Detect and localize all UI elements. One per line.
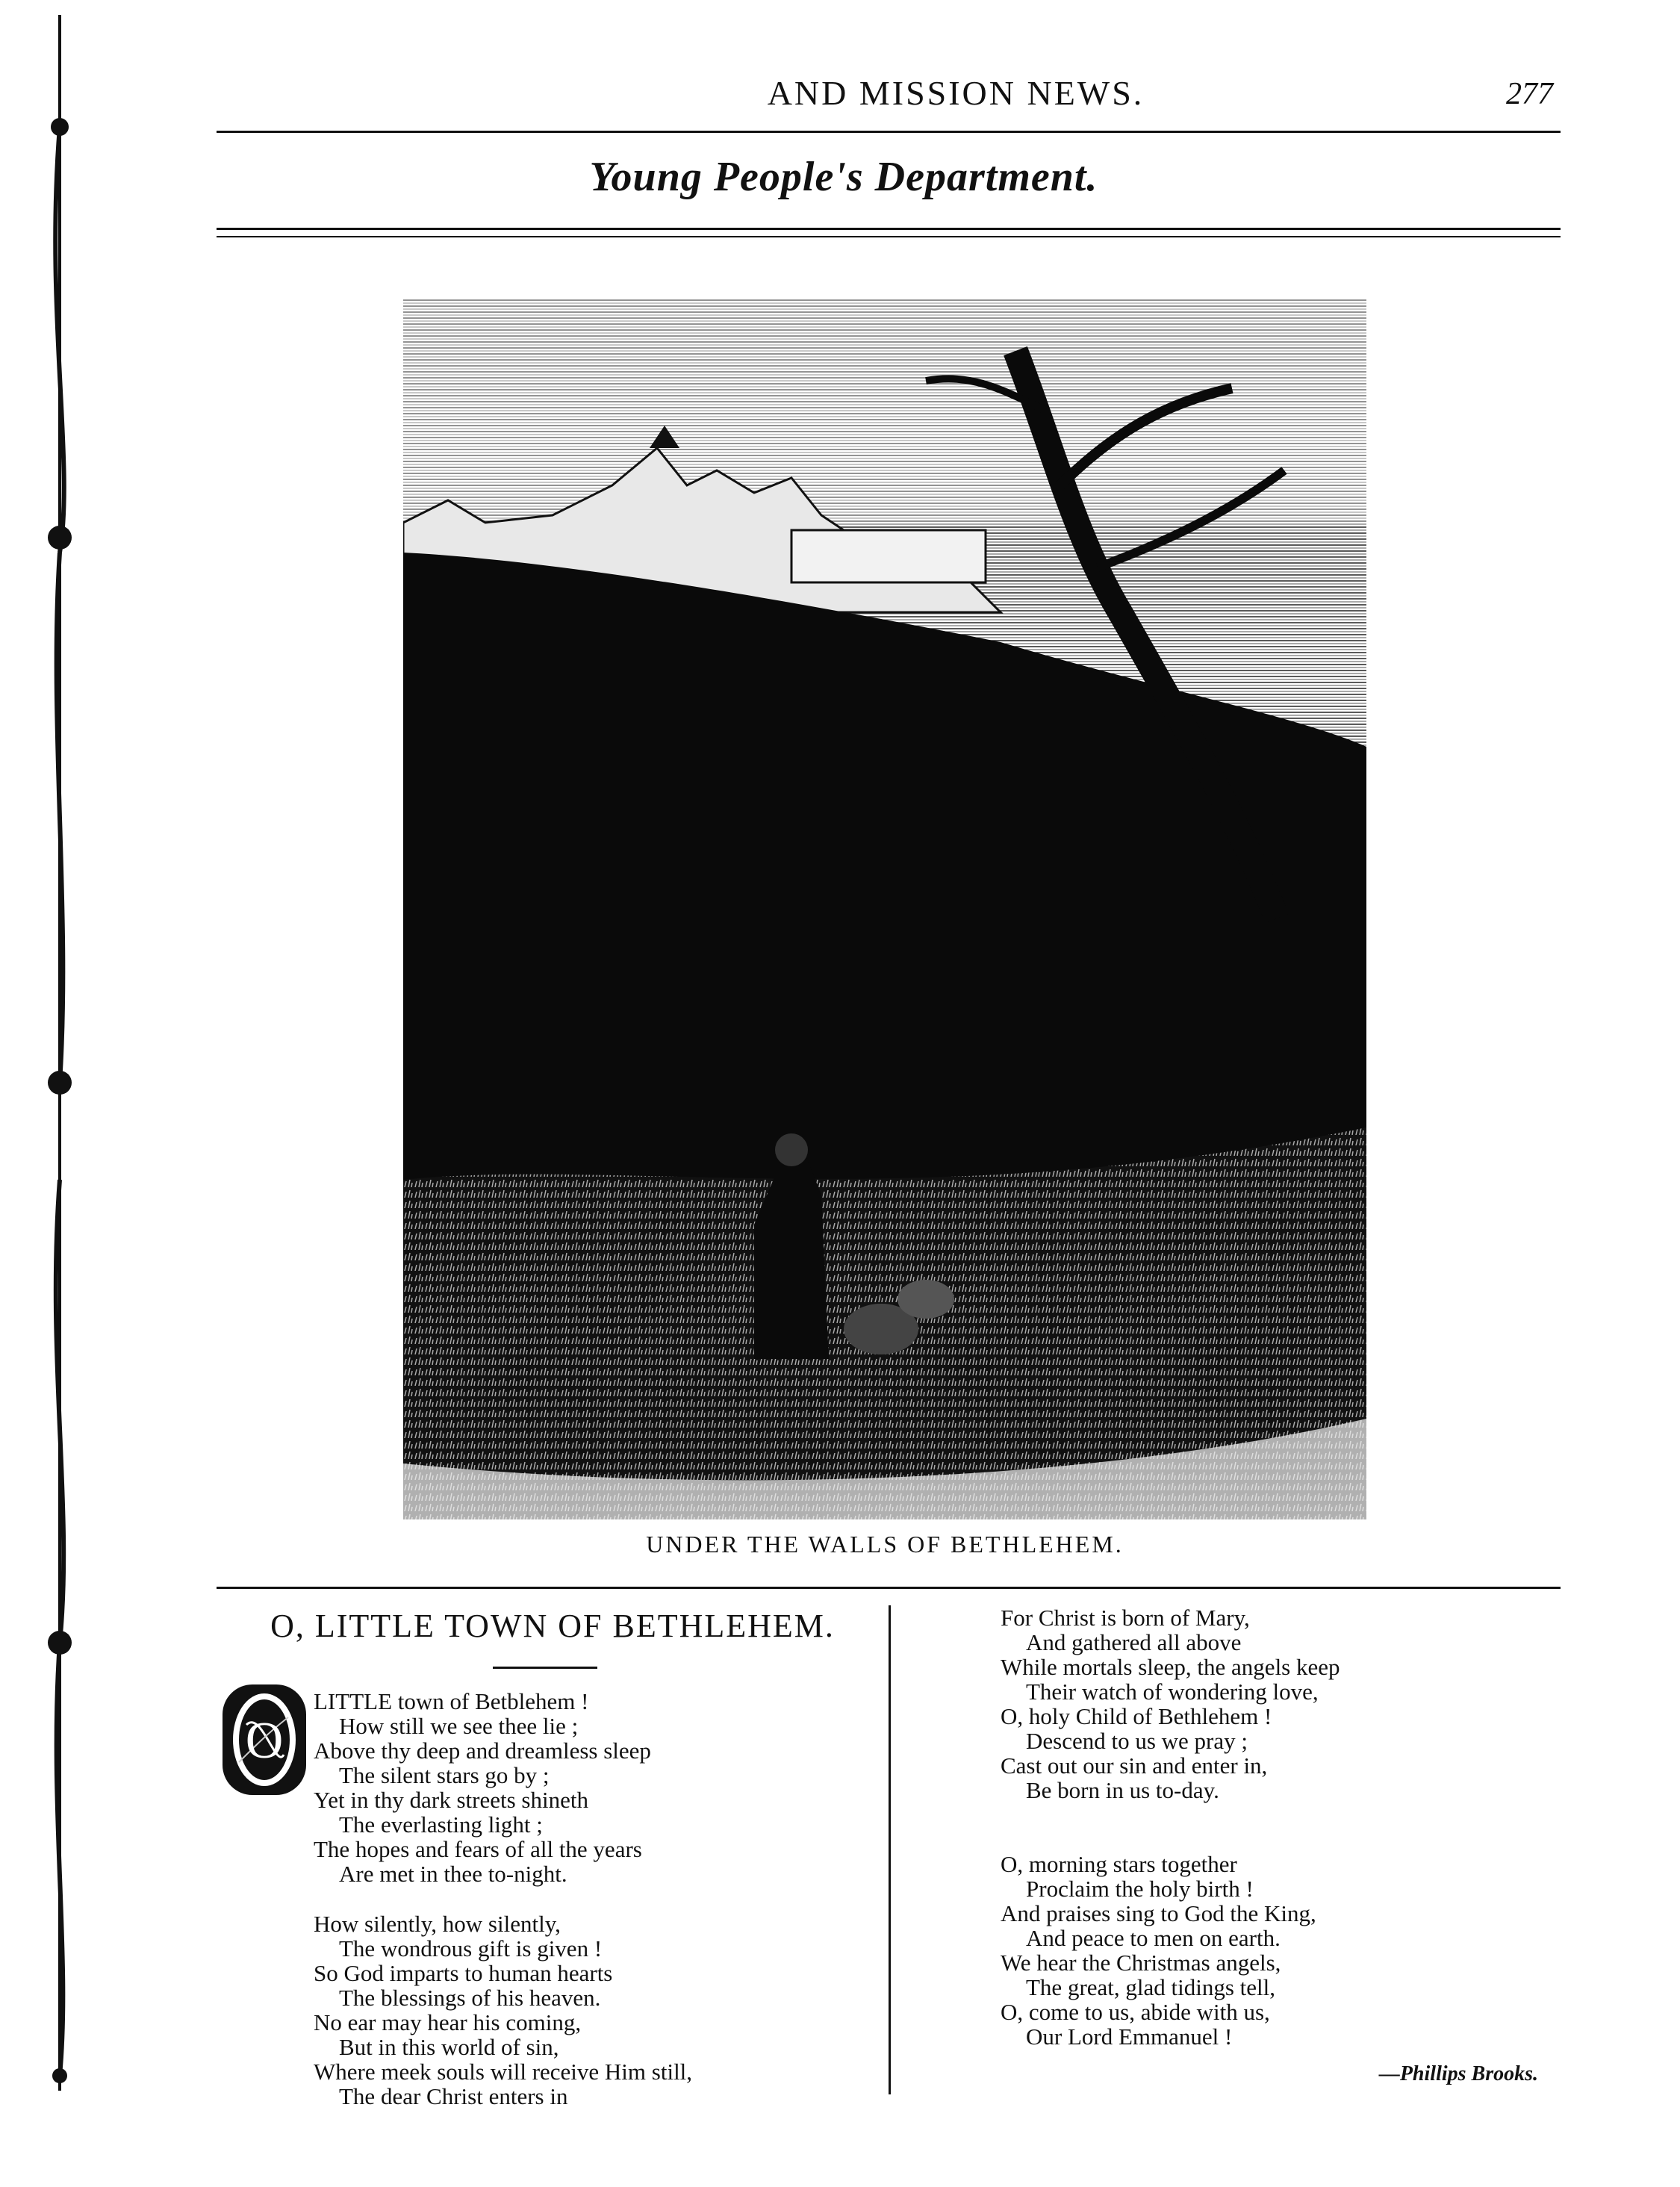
binding-ornament [30, 15, 90, 2091]
poem-line: The great, glad tidings tell, [1026, 1974, 1276, 2000]
poem-line: Where meek souls will receive Him still, [314, 2059, 693, 2085]
poem-line: The wondrous gift is given ! [339, 1935, 603, 1962]
poem-line: O, morning stars together [1001, 1851, 1237, 1877]
poem-line: No ear may hear his coming, [314, 2009, 582, 2035]
poem-line: Our Lord Emmanuel ! [1026, 2023, 1233, 2050]
stanza-3 [1001, 1605, 1340, 1802]
poem-line: The dear Christ enters in [339, 2083, 568, 2109]
stanza-1-cont [314, 1738, 651, 1886]
poem-line: The silent stars go by ; [339, 1762, 550, 1788]
poem-line: While mortals sleep, the angels keep [1001, 1654, 1340, 1680]
poem-line: And peace to men on earth. [1026, 1925, 1281, 1951]
stanza-1 [314, 1689, 588, 1738]
bethlehem-engraving [403, 299, 1366, 1519]
poem-line: The everlasting light ; [339, 1811, 543, 1838]
department-rule-bottom [217, 236, 1561, 237]
poem-line: O, holy Child of Bethlehem ! [1001, 1703, 1272, 1729]
stanza-2 [314, 1911, 692, 2109]
poem-line: Above thy deep and dreamless sleep [314, 1738, 651, 1764]
poem-line: And praises sing to God the King, [1001, 1900, 1316, 1926]
poem-line: Be born in us to-day. [1026, 1777, 1219, 1803]
poem-line: We hear the Christmas angels, [1001, 1950, 1281, 1976]
poem-line: Cast out our sin and enter in, [1001, 1752, 1268, 1779]
poem-line: LITTLE town of Betblehem ! [314, 1688, 589, 1714]
header-rule [217, 131, 1561, 133]
poem-line: O, come to us, abide with us, [1001, 1999, 1270, 2025]
ornamental-drop-cap [217, 1680, 312, 1799]
poem-line: How still we see thee lie ; [339, 1713, 579, 1739]
poem-line: Proclaim the holy birth ! [1026, 1876, 1254, 1902]
poem-line: So God imparts to human hearts [314, 1960, 613, 1986]
running-header: AND MISSION NEWS. [767, 74, 1145, 112]
poem-line: How silently, how silently, [314, 1911, 561, 1937]
department-rule-top [217, 228, 1561, 230]
poem-title-rule [493, 1667, 597, 1669]
poem-line: The hopes and fears of all the years [314, 1836, 642, 1862]
poem-line: Are met in thee to-night. [339, 1861, 567, 1887]
poem-line: Yet in thy dark streets shineth [314, 1787, 588, 1813]
illustration-caption: UNDER THE WALLS OF BETHLEHEM. [646, 1531, 1124, 1558]
stanza-4 [1001, 1852, 1316, 2049]
page-number: 277 [1506, 77, 1553, 111]
poem-attribution: —Phillips Brooks. [1378, 2062, 1538, 2085]
drop-cap-letter: O [245, 1712, 284, 1770]
column-divider [889, 1605, 891, 2094]
poem-line: But in this world of sin, [339, 2034, 559, 2060]
poem-line: The blessings of his heaven. [339, 1985, 601, 2011]
department-title: Young People's Department. [589, 154, 1098, 200]
caption-rule [217, 1587, 1561, 1589]
poem-line: And gathered all above [1026, 1629, 1242, 1655]
poem-line: For Christ is born of Mary, [1001, 1605, 1250, 1631]
poem-line: Descend to us we pray ; [1026, 1728, 1248, 1754]
poem-title: O, LITTLE TOWN OF BETHLEHEM. [270, 1608, 835, 1644]
poem-line: Their watch of wondering love, [1026, 1679, 1319, 1705]
